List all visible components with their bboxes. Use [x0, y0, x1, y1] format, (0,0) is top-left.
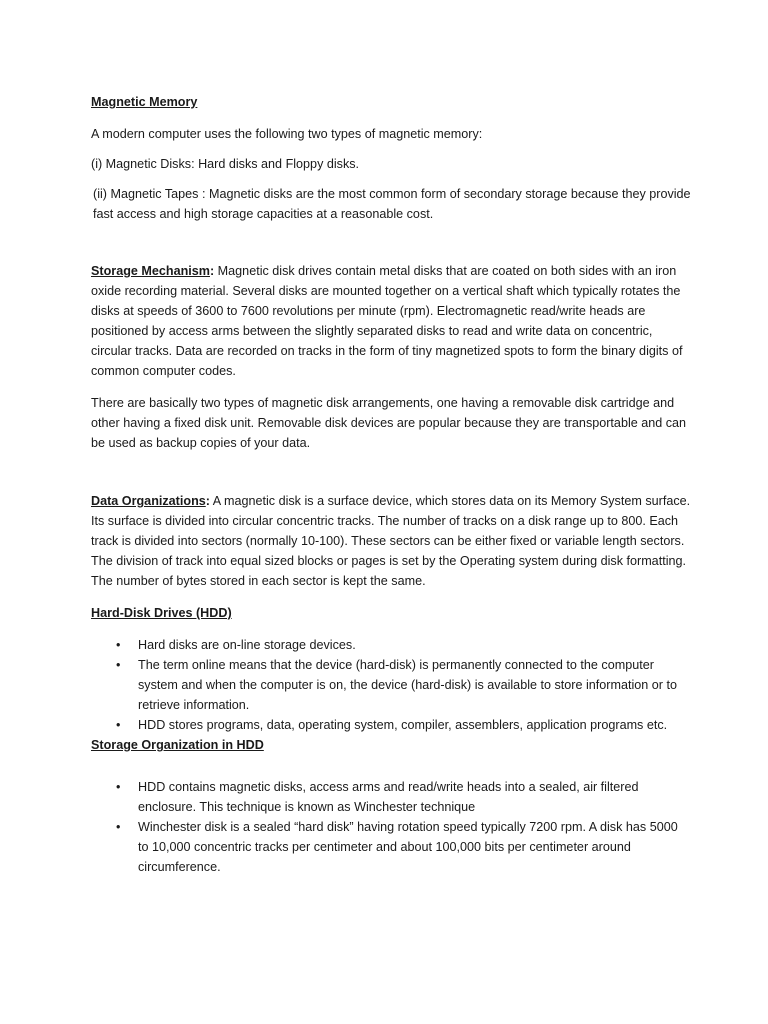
data-organizations-paragraph [91, 491, 691, 591]
item-magnetic-tapes: (ii) Magnetic Tapes : Magnetic disks are the most common form of secondary storage because they provide fast access and high storage capacities at a reasonable cost. [93, 187, 691, 221]
hdd-heading: Hard-Disk Drives (HDD) [91, 606, 232, 620]
storage-organization-heading: Storage Organization in HDD [91, 738, 264, 752]
storage-organization-bullet-list [91, 777, 691, 877]
list-item [91, 635, 691, 655]
list-item [91, 777, 691, 817]
list-item-text: HDD contains magnetic disks, access arms and read/write heads into a sealed, air filtered enclosure. This technique is known as Winchester technique [138, 780, 639, 814]
data-organizations-text: A magnetic disk is a surface device, which stores data on its Memory System surface. Its surface is divided into circular concentric tracks. The number of tracks on a disk range up to 800. Each track is divided into sectors (normally 10-100). These sectors can be either fixed or variable length sectors. The division of track into equal sized blocks or pages is set by the Operating system during disk formatting. The number of bytes stored in each sector is kept the same. [91, 494, 691, 588]
storage-mechanism-label: Storage Mechanism [91, 264, 210, 278]
storage-mechanism-colon: : [209, 264, 215, 278]
storage-mechanism-text: Magnetic disk drives contain metal disks that are coated on both sides with an iron oxide recording material. Several disks are mounted together on a vertical shaft which typically rotates the disks at speeds of 3600 to 7600 revolutions per minute (rpm). Electromagnetic read/write heads are positioned by access arms between the slightly separated disks to read and write data on concentric, circular tracks. Data are recorded on tracks in the form of tiny magnetized spots to form the binary digits of common computer codes. [91, 264, 683, 378]
list-item [91, 715, 691, 735]
title-magnetic-memory: Magnetic Memory [91, 95, 198, 109]
storage-mechanism-paragraph [91, 261, 691, 381]
list-item-text: Hard disks are on-line storage devices. [138, 638, 356, 652]
document-content [91, 92, 691, 877]
bullet-icon: • [116, 780, 121, 794]
intro-paragraph: A modern computer uses the following two types of magnetic memory: [91, 127, 483, 141]
data-organizations-colon: : [205, 494, 210, 508]
bullet-icon: • [116, 658, 121, 672]
list-item [91, 817, 691, 877]
bullet-icon: • [116, 638, 121, 652]
arrangements-paragraph: There are basically two types of magnetic disk arrangements, one having a removable disk cartridge and other having a fixed disk unit. Removable disk devices are popular because they are transportable and can be used as backup copies of your data. [91, 396, 687, 450]
bullet-icon: • [116, 820, 121, 834]
item-magnetic-disks: (i) Magnetic Disks: Hard disks and Floppy disks. [91, 157, 360, 171]
list-item [91, 655, 691, 715]
hdd-bullet-list [91, 635, 691, 735]
list-item-text: The term online means that the device (hard-disk) is permanently connected to the computer system and when the computer is on, the device (hard-disk) is available to store information or to retrieve information. [138, 658, 677, 712]
list-item-text: HDD stores programs, data, operating system, compiler, assemblers, application programs etc. [138, 718, 668, 732]
data-organizations-label: Data Organizations [91, 494, 206, 508]
bullet-icon: • [116, 718, 121, 732]
list-item-text: Winchester disk is a sealed “hard disk” having rotation speed typically 7200 rpm. A disk has 5000 to 10,000 concentric tracks per centimeter and about 100,000 bits per centimeter around circumference. [138, 820, 678, 874]
